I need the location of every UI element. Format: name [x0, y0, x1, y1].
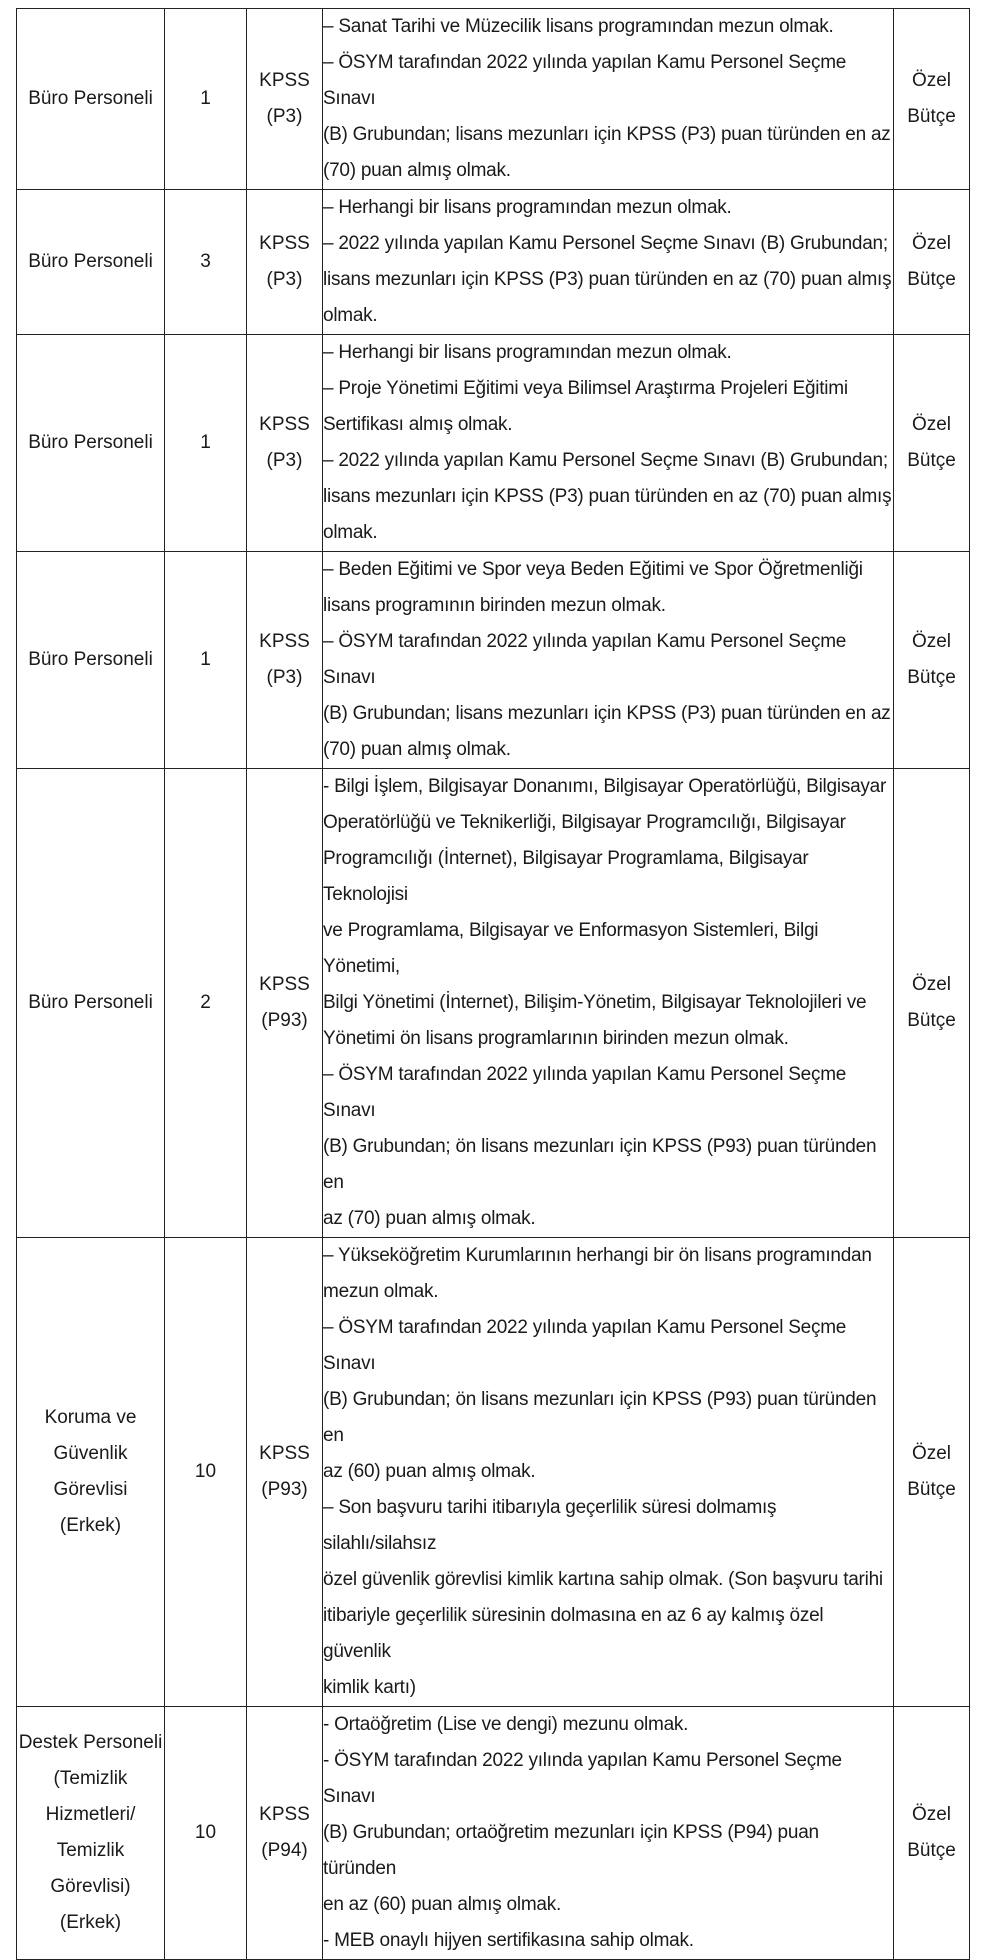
score-type: (P3) — [266, 667, 303, 688]
requirement-line: ve Programlama, Bilgisayar ve Enformasyon Sistemleri, Bilgi Yönetimi, — [323, 920, 819, 977]
requirements-cell — [323, 335, 894, 552]
position-count-cell — [165, 1238, 247, 1707]
score-type-cell — [247, 9, 323, 190]
requirement-line: – Herhangi bir lisans programından mezun olmak. — [323, 342, 732, 363]
score-type: KPSS — [259, 414, 310, 435]
position-count: 1 — [200, 88, 211, 109]
budget-cell — [894, 9, 970, 190]
requirement-line: – Herhangi bir lisans programından mezun olmak. — [323, 197, 732, 218]
budget-cell — [894, 769, 970, 1238]
requirement-line: mezun olmak. — [323, 1281, 439, 1302]
position-title: Hizmetleri/ — [45, 1804, 136, 1825]
requirement-line: – ÖSYM tarafından 2022 yılında yapılan Kamu Personel Seçme Sınavı — [323, 1317, 847, 1374]
position-count: 1 — [200, 649, 211, 670]
position-title-cell — [17, 1707, 165, 1960]
score-type: KPSS — [259, 1804, 310, 1825]
budget-cell — [894, 1238, 970, 1707]
budget-type: Bütçe — [907, 106, 956, 127]
requirement-line: olmak. — [323, 522, 378, 543]
requirement-line: (B) Grubundan; ön lisans mezunları için KPSS (P93) puan türünden en — [323, 1136, 877, 1193]
requirement-line: – ÖSYM tarafından 2022 yılında yapılan Kamu Personel Seçme Sınavı — [323, 631, 847, 688]
score-type: (P3) — [266, 450, 303, 471]
budget-cell — [894, 335, 970, 552]
budget-type: Bütçe — [907, 1010, 956, 1031]
requirement-line: lisans mezunları için KPSS (P3) puan türünden en az (70) puan almış — [323, 269, 892, 290]
table-row — [17, 1238, 970, 1707]
position-title: (Erkek) — [59, 1515, 122, 1536]
requirements-cell — [323, 552, 894, 769]
position-count-cell — [165, 190, 247, 335]
positions-table-body — [17, 9, 970, 1960]
position-title-cell — [17, 1238, 165, 1707]
requirement-line: – ÖSYM tarafından 2022 yılında yapılan Kamu Personel Seçme Sınavı — [323, 52, 847, 109]
score-type: KPSS — [259, 974, 310, 995]
position-count-cell — [165, 1707, 247, 1960]
requirement-line: özel güvenlik görevlisi kimlik kartına sahip olmak. (Son başvuru tarihi — [323, 1569, 883, 1590]
budget-type: Özel — [911, 1443, 952, 1464]
position-title-cell — [17, 9, 165, 190]
position-count: 2 — [200, 992, 211, 1013]
requirement-line: Operatörlüğü ve Teknikerliği, Bilgisayar Programcılığı, Bilgisayar — [323, 812, 846, 833]
requirements-cell — [323, 190, 894, 335]
requirement-line: (70) puan almış olmak. — [323, 739, 511, 760]
requirements-cell — [323, 9, 894, 190]
requirement-line: – Beden Eğitimi ve Spor veya Beden Eğitimi ve Spor Öğretmenliği — [323, 559, 863, 580]
requirement-line: – 2022 yılında yapılan Kamu Personel Seçme Sınavı (B) Grubundan; — [323, 233, 888, 254]
requirement-line: (B) Grubundan; lisans mezunları için KPSS (P3) puan türünden en az — [323, 703, 891, 724]
requirement-line: - MEB onaylı hijyen sertifikasına sahip olmak. — [323, 1930, 694, 1951]
requirement-line: (B) Grubundan; ortaöğretim mezunları için KPSS (P94) puan türünden — [323, 1822, 819, 1879]
score-type-cell — [247, 1707, 323, 1960]
table-row — [17, 552, 970, 769]
position-title: (Erkek) — [59, 1912, 122, 1933]
requirements-cell — [323, 1238, 894, 1707]
position-title-cell — [17, 769, 165, 1238]
position-count: 3 — [200, 251, 211, 272]
score-type-cell — [247, 552, 323, 769]
requirement-line: Yönetimi ön lisans programlarının birinden mezun olmak. — [323, 1028, 789, 1049]
requirement-line: - Ortaöğretim (Lise ve dengi) mezunu olmak. — [323, 1714, 689, 1735]
position-title: Destek Personeli — [18, 1732, 163, 1753]
position-title: Büro Personeli — [28, 432, 153, 453]
position-count: 1 — [200, 432, 211, 453]
budget-type: Özel — [911, 631, 952, 652]
requirement-line: lisans mezunları için KPSS (P3) puan türünden en az (70) puan almış — [323, 486, 892, 507]
score-type: KPSS — [259, 1443, 310, 1464]
requirement-line: olmak. — [323, 305, 378, 326]
table-row — [17, 9, 970, 190]
requirement-line: lisans programının birinden mezun olmak. — [323, 595, 666, 616]
position-count-cell — [165, 9, 247, 190]
requirement-line: itibariyle geçerlilik süresinin dolmasına en az 6 ay kalmış özel güvenlik — [323, 1605, 824, 1662]
requirement-line: – Proje Yönetimi Eğitimi veya Bilimsel Araştırma Projeleri Eğitimi — [323, 378, 848, 399]
position-title: Büro Personeli — [28, 251, 153, 272]
position-title: Koruma ve — [44, 1407, 137, 1428]
table-row — [17, 190, 970, 335]
score-type-cell — [247, 769, 323, 1238]
requirements-cell — [323, 769, 894, 1238]
budget-type: Özel — [911, 233, 952, 254]
requirements-cell — [323, 1707, 894, 1960]
requirement-line: Bilgi Yönetimi (İnternet), Bilişim-Yönetim, Bilgisayar Teknolojileri ve — [323, 992, 867, 1013]
budget-type: Bütçe — [907, 1479, 956, 1500]
requirement-line: – 2022 yılında yapılan Kamu Personel Seçme Sınavı (B) Grubundan; — [323, 450, 888, 471]
requirement-line: - ÖSYM tarafından 2022 yılında yapılan Kamu Personel Seçme Sınavı — [323, 1750, 842, 1807]
budget-type: Bütçe — [907, 269, 956, 290]
requirement-line: (B) Grubundan; ön lisans mezunları için KPSS (P93) puan türünden en — [323, 1389, 877, 1446]
score-type: (P94) — [261, 1840, 308, 1861]
budget-type: Bütçe — [907, 450, 956, 471]
table-row — [17, 1707, 970, 1960]
position-title: Büro Personeli — [28, 88, 153, 109]
score-type: (P3) — [266, 106, 303, 127]
requirement-line: az (60) puan almış olmak. — [323, 1461, 536, 1482]
table-row — [17, 335, 970, 552]
requirement-line: Programcılığı (İnternet), Bilgisayar Programlama, Bilgisayar Teknolojisi — [323, 848, 809, 905]
table-row — [17, 769, 970, 1238]
requirement-line: – Sanat Tarihi ve Müzecilik lisans programından mezun olmak. — [323, 16, 834, 37]
score-type-cell — [247, 335, 323, 552]
positions-table — [16, 8, 970, 1960]
score-type: KPSS — [259, 70, 310, 91]
score-type: KPSS — [259, 631, 310, 652]
requirement-line: – ÖSYM tarafından 2022 yılında yapılan Kamu Personel Seçme Sınavı — [323, 1064, 847, 1121]
position-count-cell — [165, 769, 247, 1238]
position-title: Büro Personeli — [28, 992, 153, 1013]
score-type-cell — [247, 1238, 323, 1707]
budget-cell — [894, 552, 970, 769]
requirement-line: kimlik kartı) — [323, 1677, 416, 1698]
position-count: 10 — [194, 1461, 217, 1482]
score-type: (P93) — [261, 1479, 308, 1500]
budget-type: Özel — [911, 70, 952, 91]
position-count-cell — [165, 335, 247, 552]
requirement-line: – Yükseköğretim Kurumlarının herhangi bir ön lisans programından — [323, 1245, 872, 1266]
score-type-cell — [247, 190, 323, 335]
requirement-line: - Bilgi İşlem, Bilgisayar Donanımı, Bilgisayar Operatörlüğü, Bilgisayar — [323, 776, 887, 797]
score-type: (P93) — [261, 1010, 308, 1031]
requirement-line: (70) puan almış olmak. — [323, 160, 511, 181]
budget-type: Özel — [911, 974, 952, 995]
position-title: Güvenlik Görevlisi — [53, 1443, 128, 1500]
budget-type: Bütçe — [907, 1840, 956, 1861]
position-title-cell — [17, 335, 165, 552]
position-title: Temizlik Görevlisi) — [50, 1840, 131, 1897]
position-title: (Temizlik — [53, 1768, 128, 1789]
requirement-line: Sertifikası almış olmak. — [323, 414, 513, 435]
score-type: KPSS — [259, 233, 310, 254]
requirement-line: az (70) puan almış olmak. — [323, 1208, 536, 1229]
requirement-line: en az (60) puan almış olmak. — [323, 1894, 562, 1915]
budget-type: Bütçe — [907, 667, 956, 688]
position-count: 10 — [194, 1822, 217, 1843]
budget-type: Özel — [911, 414, 952, 435]
position-title: Büro Personeli — [28, 649, 153, 670]
budget-cell — [894, 1707, 970, 1960]
position-title-cell — [17, 552, 165, 769]
budget-cell — [894, 190, 970, 335]
position-count-cell — [165, 552, 247, 769]
budget-type: Özel — [911, 1804, 952, 1825]
requirement-line: (B) Grubundan; lisans mezunları için KPSS (P3) puan türünden en az — [323, 124, 891, 145]
score-type: (P3) — [266, 269, 303, 290]
requirement-line: – Son başvuru tarihi itibarıyla geçerlilik süresi dolmamış silahlı/silahsız — [323, 1497, 777, 1554]
position-title-cell — [17, 190, 165, 335]
